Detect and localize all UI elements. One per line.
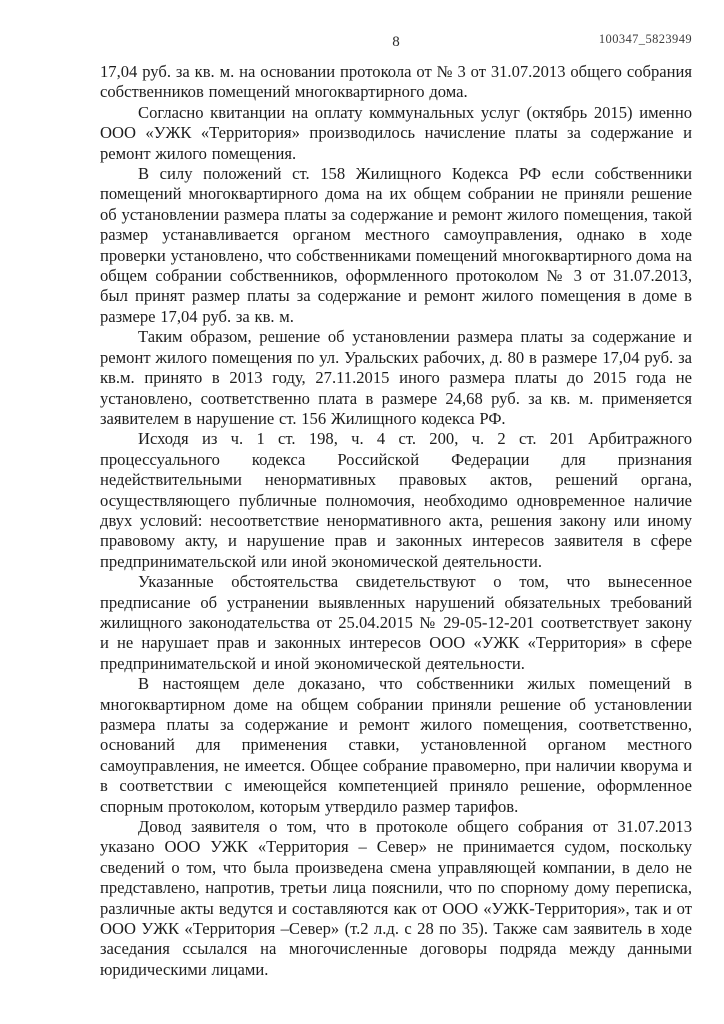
paragraph: Исходя из ч. 1 ст. 198, ч. 4 ст. 200, ч. 2 ст. 201 Арбитражного процессуального кодекса Российской Федерации для признания недействительными ненормативных правовых актов, решений органа, осуществляющего публичные полномочия, необходимо одновременное наличие двух условий: несоответствие ненормативного акта, решения закону или иному правовому акту, и нарушение прав и законных интересов заявителя в сфере предпринимательской или иной экономической деятельности. [100, 429, 692, 571]
paragraph: В настоящем деле доказано, что собственники жилых помещений в многоквартирном доме на общем собрании приняли решение об установлении размера платы за содержание и ремонт жилого помещения, соответственно, оснований для применения ставки, установленной органом местного самоуправления, не имеется. Общее собрание правомерно, при наличии кворума и в соответствии с имеющейся компетенцией приняло решение, оформленное спорным протоколом, которым утвердило размер тарифов. [100, 674, 692, 816]
page-header [100, 32, 692, 54]
paragraph: В силу положений ст. 158 Жилищного Кодекса РФ если собственники помещений многоквартирного дома на их общем собрании не приняли решение об установлении размера платы за содержание и ремонт жилого помещения, такой размер устанавливается органом местного самоуправления, однако в ходе проверки установлено, что собственниками помещений многоквартирного дома на общем собрании собственников, оформленного протоколом № 3 от 31.07.2013, был принят размер платы за содержание и ремонт жилого помещения в доме в размере 17,04 руб. за кв. м. [100, 164, 692, 326]
paragraph-continuation: 17,04 руб. за кв. м. на основании протокола от № 3 от 31.07.2013 общего собрания собственников помещений многоквартирного дома. [100, 62, 692, 102]
paragraph: Довод заявителя о том, что в протоколе общего собрания от 31.07.2013 указано ООО УЖК «Территория – Север» не принимается судом, поскольку сведений о том, что была произведена смена управляющей компании, в дело не представлено, напротив, третьи лица пояснили, что по спорному дому переписка, различные акты ведутся и составляются как от ООО «УЖК-Территория», так и от ООО УЖК «Территория –Север» (т.2 л.д. с 28 по 35). Также сам заявитель в ходе заседания ссылался на многочисленные договоры подряда между данными юридическими лицами. [100, 817, 692, 979]
document-id: 100347_5823949 [598, 32, 692, 46]
paragraph: Указанные обстоятельства свидетельствуют о том, что вынесенное предписание об устранении выявленных нарушений обязательных требований жилищного законодательства от 25.04.2015 № 29-05-12-201 соответствует закону и не нарушает прав и законных интересов ООО «УЖК «Территория» в сфере предпринимательской и иной экономической деятельности. [100, 572, 692, 673]
document-body [100, 62, 692, 980]
page-number: 8 [392, 34, 400, 50]
paragraph: Согласно квитанции на оплату коммунальных услуг (октябрь 2015) именно ООО «УЖК «Территория» производилось начисление платы за содержание и ремонт жилого помещения. [100, 102, 692, 163]
paragraph: Таким образом, решение об установлении размера платы за содержание и ремонт жилого помещения по ул. Уральских рабочих, д. 80 в размере 17,04 руб. за кв.м. принято в 2013 году, 27.11.2015 иного размера платы до 2015 года не установлено, соответственно плата в размере 24,68 руб. за кв. м. применяется заявителем в нарушение ст. 156 Жилищного кодекса РФ. [100, 327, 692, 428]
